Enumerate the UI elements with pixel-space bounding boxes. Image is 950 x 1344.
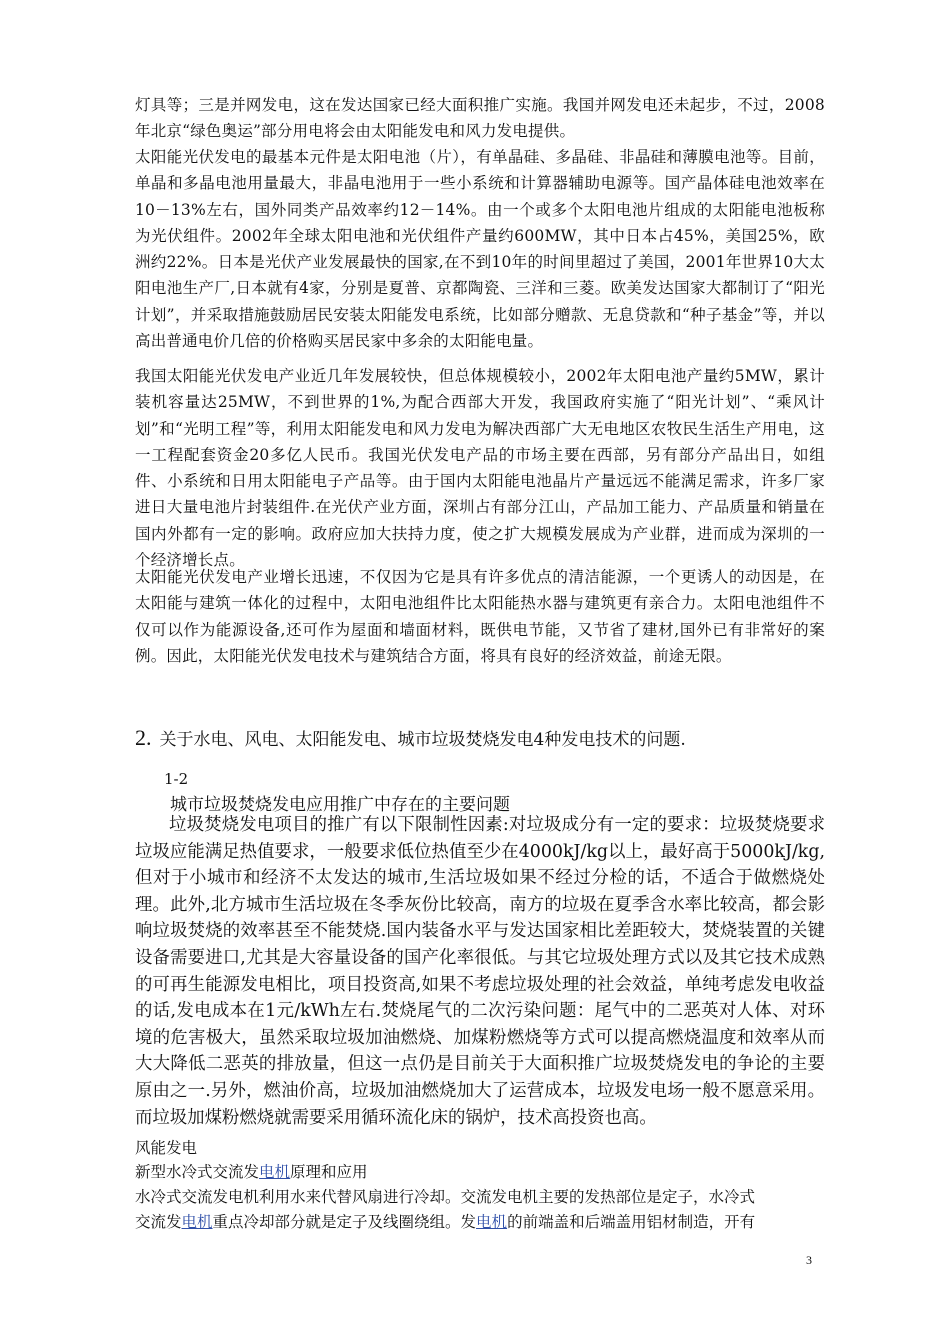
paragraph-solar-cells: [135, 144, 825, 354]
heading-text: 关于水电、风电、太阳能发电、城市垃圾焚烧发电4种发电技术的问题.: [159, 730, 686, 750]
paragraph-text: 太阳能光伏发电产业增长迅速，不仅因为它是具有许多优点的清洁能源，一个更诱人的动因是，在太阳能与建筑一体化的过程中，太阳电池组件比太阳能热水器与建筑更有亲合力。太阳电池组件不仅可以作为能源设备,还可作为屋面和墙面材料，既供电节能，又节省了建材,国外已有非常好的案例。因此，太阳能光伏发电技术与建筑结合方面，将具有良好的经济效益，前途无限。: [135, 568, 825, 665]
paragraph-building-integration: [135, 564, 825, 669]
paragraph-text: 太阳能光伏发电的最基本元件是太阳电池（片），有单晶硅、多晶硅、非晶硅和薄膜电池等。目前，单晶和多晶电池用量最大，非晶电池用于一些小系统和计算器辅助电源等。国产晶体硅电池效率在10－13%左右，国外同类产品效率约12－14%。由一个或多个太阳电池片组成的太阳能电池板称为光伏组件。2002年全球太阳电池和光伏组件产量约600MW，其中日本占45%，美国25%，欧洲约22%。日本是光伏产业发展最快的国家,在不到10年的时间里超过了美国，2001年世界10大太阳电池生产厂,日本就有4家，分别是夏普、京都陶瓷、三洋和三菱。欧美发达国家大都制订了“阳光计划”，并采取措施鼓励居民安装太阳能发电系统，比如部分赠款、无息贷款和“种子基金”等，并以高出普通电价几倍的价格购买居民家中多余的太阳能电量。: [135, 148, 825, 351]
page-number: 3: [806, 1253, 812, 1267]
line-text: 重点冷却部分就是定子及线圈绕组。发: [212, 1213, 477, 1231]
wind-body-line: 水冷式交流发电机利用水来代替风扇进行冷却。交流发电机主要的发热部位是定子，水冷式: [135, 1188, 756, 1206]
paragraph-text: 灯具等；三是并网发电，这在发达国家已经大面积推广实施。我国并网发电还未起步，不过，2008年北京“绿色奥运”部分用电将会由太阳能发电和风力发电提供。: [135, 96, 825, 141]
motor-link[interactable]: 电机: [476, 1213, 508, 1231]
wind-body-line: [135, 1210, 825, 1235]
wind-subtitle-post: 原理和应用: [290, 1163, 368, 1181]
wind-title: 风能发电: [135, 1139, 198, 1157]
paragraph-grid-connection: [135, 92, 825, 145]
section-body-text: 垃圾焚烧发电项目的推广有以下限制性因素:对垃圾成分有一定的要求：垃圾焚烧要求垃圾应能满足热值要求，一般要求低位热值至少在4000kJ/kg以上，最好高于5000kJ/kg,但对于小城市和经济不太发达的城市,生活垃圾如果不经过分检的话，不适合于做燃烧处理。此外,北方城市生活垃圾在冬季灰份比较高，南方的垃圾在夏季含水率比较高，都会影响垃圾焚烧的效率甚至不能焚烧.国内装备水平与发达国家相比差距较大，焚烧装置的关键设备需要进口,尤其是大容量设备的国产化率很低。与其它垃圾处理方式以及其它技术成熟的可再生能源发电相比，项目投资高,如果不考虑垃圾处理的社会效益，单纯考虑发电收益的话,发电成本在1元/kWh左右.焚烧尾气的二次污染问题：尾气中的二恶英对人体、对环境的危害极大，虽然采取垃圾加油燃烧、加煤粉燃烧等方式可以提高燃烧温度和效率从而大大降低二恶英的排放量，但这一点仍是目前关于大面积推广垃圾焚烧发电的争论的主要原由之一.另外，燃油价高，垃圾加油燃烧加大了运营成本，垃圾发电场一般不愿意采用。而垃圾加煤粉燃烧就需要采用循环流化床的锅炉，技术高投资也高。: [135, 815, 825, 1128]
line-text: 的前端盖和后端盖用铝材制造，开有: [507, 1213, 756, 1231]
wind-body: [135, 1185, 825, 1235]
line-text: 交流发: [135, 1213, 182, 1231]
paragraph-text: 我国太阳能光伏发电产业近几年发展较快，但总体规模较小，2002年太阳电池产量约5MW，累计装机容量达25MW，不到世界的1%,为配合西部大开发，我国政府实施了“阳光计划”、“乘风计划”和“光明工程”等，利用太阳能发电和风力发电为解决西部广大无电地区农牧民生活生产用电，这一工程配套资金20多亿人民币。我国光伏发电产品的市场主要在西部，另有部分产品出日，如组件、小系统和日用太阳能电子产品等。由于国内太阳能电池晶片产量远远不能满足需求，许多厂家进日大量电池片封装组件.在光伏产业方面，深圳占有部分江山，产品加工能力、产品质量和销量在国内外都有一定的影响。政府应加大扶持力度，使之扩大规模发展成为产业群，进而成为深圳的一个经济增长点。: [135, 367, 825, 570]
wind-subtitle-pre: 新型水冷式交流发: [135, 1163, 260, 1181]
section-code: 1-2: [164, 770, 189, 788]
wind-subtitle: [135, 1160, 825, 1185]
motor-link[interactable]: 电机: [181, 1213, 213, 1231]
section-title: 城市垃圾焚烧发电应用推广中存在的主要问题: [170, 795, 510, 815]
heading-number: 2.: [135, 725, 152, 750]
section-heading: [135, 725, 835, 753]
paragraph-china-pv-industry: [135, 363, 825, 573]
motor-link[interactable]: 电机: [259, 1163, 291, 1181]
section-body: [135, 812, 825, 1131]
